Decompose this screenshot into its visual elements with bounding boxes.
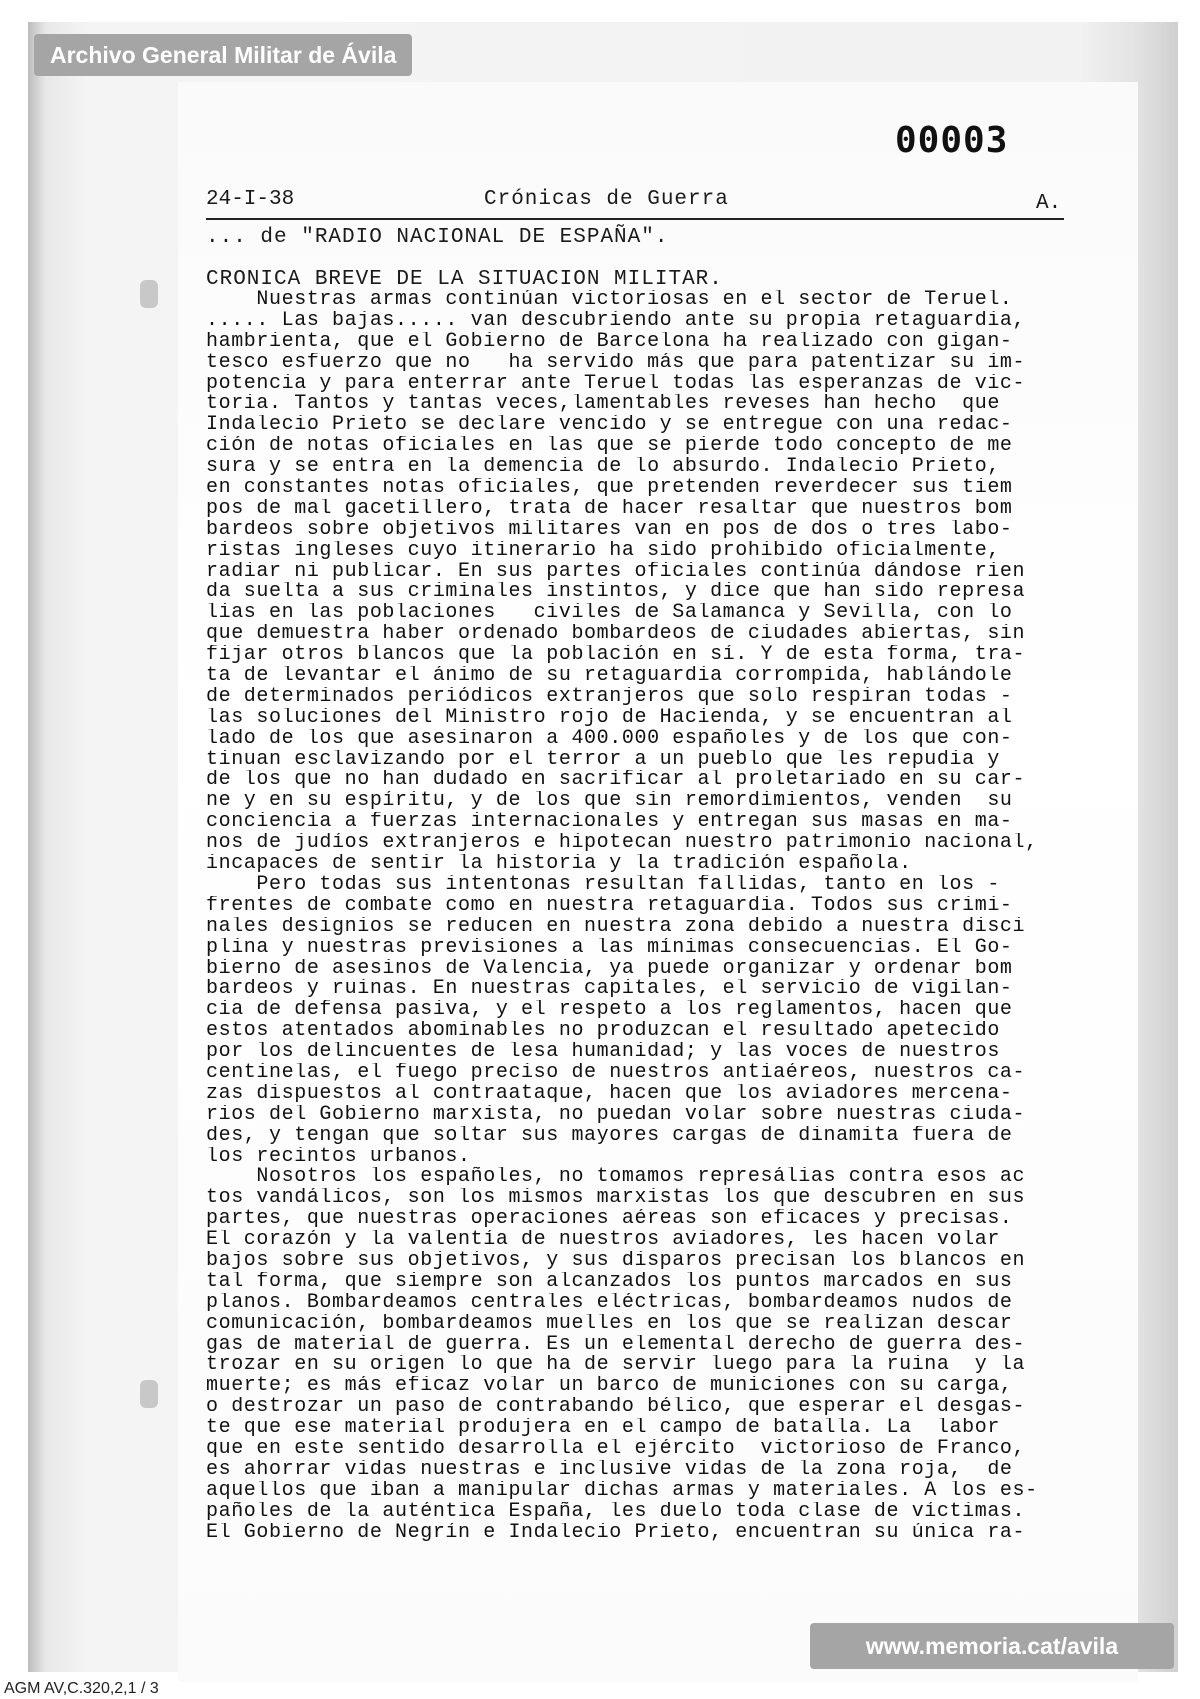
archive-label: Archivo General Militar de Ávila [34,34,412,76]
text-line: los recintos urbanos. [206,1146,471,1168]
text-line: comunicación, bombardeamos muelles en los que se realizan descar [206,1313,1013,1335]
text-line: ..... Las bajas..... van descubriendo ante su propia retaguardia, [206,310,1026,332]
text-line: ción de notas oficiales en las que se pierde todo concepto de me [206,436,1013,458]
text-line: de los que no han dudado en sacrificar al proletariado en su car- [206,770,1026,792]
text-line: Indalecio Prieto se declare vencido y se entregue con una redac- [206,415,1013,437]
text-line: Nuestras armas continúan victoriosas en el sector de Teruel. [206,290,1013,311]
text-line: nales designios se reducen en nuestra zona debido a nuestra disci [206,916,1026,938]
text-line: bierno de asesinos de Valencia, ya puede organizar y ordenar bom [206,958,1013,980]
text-line: conciencia a fuerzas internacionales y entregan sus masas en ma- [206,812,1013,834]
source-line: ... de "RADIO NACIONAL DE ESPAÑA". [206,226,669,249]
text-line: toria. Tantos y tantas veces,lamentables reveses han hecho que [206,394,1000,416]
section-heading: CRONICA BREVE DE LA SITUACION MILITAR. [206,268,723,291]
website-label: www.memoria.cat/avila [810,1623,1174,1669]
text-line: de determinados periódicos extranjeros que solo respiran todas - [206,686,1013,708]
text-line: rios del Gobierno marxista, no puedan volar sobre nuestras ciuda- [206,1104,1026,1126]
text-line: frentes de combate como en nuestra retaguardia. Todos sus crimi- [206,895,1013,917]
text-line: tinuan esclavizando por el terror a un pueblo que les repudia y [206,749,1000,771]
text-line: fijar otros blancos que la población en sí. Y de esta forma, tra- [206,645,1026,667]
text-line: trozar en su origen lo que ha de servir luego para la ruina y la [206,1355,1026,1377]
text-line: bajos sobre sus objetivos, y sus disparos precisan los blancos en [206,1250,1026,1272]
text-line: aquellos que iban a manipular dichas armas y materiales. A los es- [206,1480,1038,1502]
body-text [206,290,1066,1543]
text-line: da suelta a sus criminales instintos, y dice que han sido represa [206,582,1026,604]
text-line: nos de judíos extranjeros e hipotecan nuestro patrimonio nacional, [206,833,1038,855]
text-line: en constantes notas oficiales, que pretenden reverdecer sus tiem [206,478,1013,499]
header-date: 24-I-38 [206,188,295,211]
reference-code: AGM AV,C.320,2,1 / 3 [4,1680,159,1697]
text-line: plina y nuestras previsiones a las mínimas consecuencias. El Go- [206,937,1013,959]
text-line: des, y tengan que soltar sus mayores cargas de dinamita fuera de [206,1125,1013,1147]
punch-hole [140,280,158,308]
header-letter: A. [1036,192,1062,215]
text-line: cia de defensa pasiva, y el respeto a los reglamentos, hacen que [206,1000,1013,1022]
header-title: Crónicas de Guerra [484,188,729,211]
text-line: tal forma, que siempre son alcanzados los puntos marcados en sus [206,1271,1013,1293]
text-line: El Gobierno de Negrín e Indalecio Prieto, encuentran su única ra- [206,1522,1026,1544]
text-line: partes, que nuestras operaciones aéreas son eficaces y precisas. [206,1209,1013,1231]
document-header [206,186,1064,220]
text-line: es ahorrar vidas nuestras e inclusive vidas de la zona roja, de [206,1459,1013,1481]
text-line: potencia y para enterrar ante Teruel todas las esperanzas de vic- [206,373,1026,395]
text-line: ristas ingleses cuyo itinerario ha sido prohibido oficialmente, [206,540,1000,562]
text-line: ta de levantar el ánimo de su retaguardia corrompida, hablándole [206,666,1013,687]
text-line: que demuestra haber ordenado bombardeos de ciudades abiertas, sin [206,624,1026,646]
text-line: tesco esfuerzo que no ha servido más que para patentizar su im- [206,352,1026,374]
text-line: por los delincuentes de lesa humanidad; y las voces de nuestros [206,1042,1000,1063]
text-line: pos de mal gacetillero, trata de hacer resaltar que nuestros bom [206,498,1013,520]
text-line: centinelas, el fuego preciso de nuestros antiaéreos, nuestros ca- [206,1062,1026,1084]
text-line: sura y se entra en la demencia de lo absurdo. Indalecio Prieto, [206,457,1000,479]
text-line: gas de material de guerra. Es un elemental derecho de guerra des- [206,1334,1026,1356]
text-line: tos vandálicos, son los mismos marxistas los que descubren en sus [206,1188,1026,1210]
punch-hole [140,1380,158,1408]
text-line: bardeos y ruinas. En nuestras capitales, el servicio de vigilan- [206,979,1013,1001]
text-line: estos atentados abominables no produzcan el resultado apetecido [206,1021,1000,1043]
text-line: lias en las poblaciones civiles de Salamanca y Sevilla, con lo [206,603,1013,625]
text-line: El corazón y la valentía de nuestros aviadores, les hacen volar [206,1230,1000,1251]
text-line: te que ese material produjera en el campo de batalla. La labor [206,1418,1000,1439]
text-line: Pero todas sus intentonas resultan fallidas, tanto en los - [206,874,1000,896]
folio-number: 00003 [895,120,1009,161]
text-line: zas dispuestos al contraataque, hacen que los aviadores mercena- [206,1083,1013,1105]
text-line: radiar ni publicar. En sus partes oficiales continúa dándose rien [206,561,1026,583]
text-line: lado de los que asesinaron a 400.000 españoles y de los que con- [206,728,1013,750]
text-line: que en este sentido desarrolla el ejército victorioso de Franco, [206,1438,1026,1460]
text-line: o destrozar un paso de contrabando bélico, que esperar el desgas- [206,1397,1026,1419]
text-line: Nosotros los españoles, no tomamos represálias contra esos ac [206,1167,1026,1189]
text-line: incapaces de sentir la historia y la tradición española. [206,854,912,875]
text-line: ne y en su espíritu, y de los que sin remordimientos, venden su [206,791,1013,813]
text-line: bardeos sobre objetivos militares van en pos de dos o tres labo- [206,519,1013,541]
text-line: pañoles de la auténtica España, les duelo toda clase de víctimas. [206,1501,1026,1523]
text-line: planos. Bombardeamos centrales eléctricas, bombardeamos nudos de [206,1292,1013,1314]
text-line: hambrienta, que el Gobierno de Barcelona ha realizado con gigan- [206,331,1013,353]
text-line: muerte; es más eficaz volar un barco de municiones con su carga, [206,1376,1013,1398]
text-line: las soluciones del Ministro rojo de Hacienda, y se encuentran al [206,707,1013,729]
